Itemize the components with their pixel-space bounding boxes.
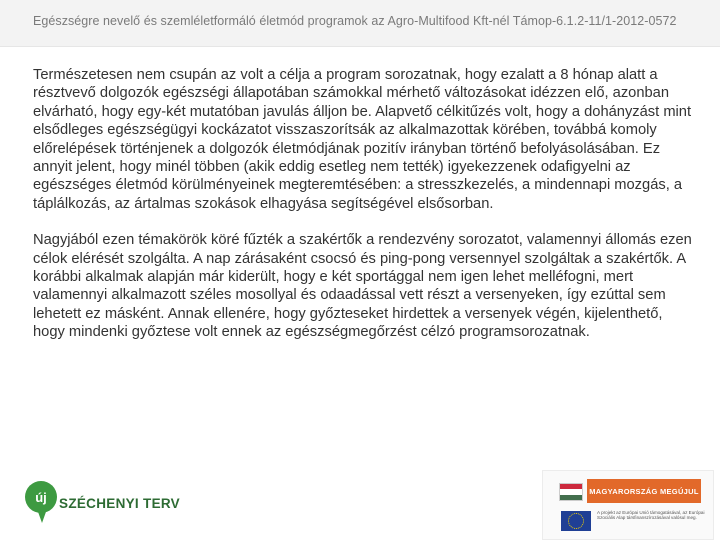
- slide-header: [0, 0, 720, 47]
- eu-flag-icon: [561, 511, 591, 531]
- paragraph-1: Természetesen nem csupán az volt a célja a program sorozatnak, hogy ezalatt a 8 hónap alatt a résztvevő dolgozók egészségi állapotában számokkal mérhető változásokat idézzen elő, azonban elvárható, hogy egy-két mutatóban javulás álljon be. Alapvető célkitűzés volt, hogy a dohányzást mint elsődleges egészségügyi kockázatot visszaszorítsák az alkalmazottak körében, továbbá komoly előrelépések történjenek a dolgozók életmódjának pozitív irányban történő befolyásolásában. Ez annyit jelent, hogy minél többen (akik eddig esetleg nem tették) igyekezzenek odafigyelni az egészséges életmód körülményeinek megteremtésében: a stresszkezelés, a mindennapi mozgás, a táplálkozás, az ártalmas szokások elhagyása segítségével elsősorban.: [33, 67, 692, 212]
- uj-badge-tail: [37, 509, 47, 523]
- header-title: Egészségre nevelő és szemléletformáló életmód programok az Agro-Multifood Kft-nél Támop-6.1.2-11/1-2012-0572: [33, 14, 677, 28]
- szechenyi-terv-text: SZÉCHENYI TERV: [59, 495, 180, 511]
- magyarorszag-megujul-banner: MAGYARORSZÁG MEGÚJUL: [587, 479, 701, 503]
- uj-badge-icon: [25, 481, 53, 525]
- slide-content: [33, 66, 693, 360]
- eu-stars-icon: [568, 513, 584, 529]
- szechenyi-terv-logo: [25, 478, 180, 528]
- paragraph-2: Nagyjából ezen témakörök köré fűzték a szakértők a rendezvény sorozatot, valamennyi állomás ezen célok elérését szolgálta. A nap zárásaként csocsó és ping-pong versennyel szolgáltak a szakértők. A korábbi alkalmak alapján már kiderült, hogy e két sportággal nem igen lehet melléfogni, mert valamennyi alkalmazott széles mosollyal és odaadással vett részt a versenyeken, így ezúttal sem lehetett ez másként. Annak ellenére, hogy győzteseket hirdettek a versenyek végén, kijelenthető, hogy mindenki győztese volt ennek az egészségmegőrzést célzó programsorozatnak.: [33, 232, 692, 341]
- eu-funding-text: A projekt az Európai Unió támogatásával, az Európai Szociális Alap társfinanszírozásával valósul meg.: [597, 510, 705, 521]
- uj-badge-text: új: [35, 489, 47, 505]
- eu-funding-logo: [542, 470, 714, 540]
- hungarian-flag-icon: [559, 483, 583, 501]
